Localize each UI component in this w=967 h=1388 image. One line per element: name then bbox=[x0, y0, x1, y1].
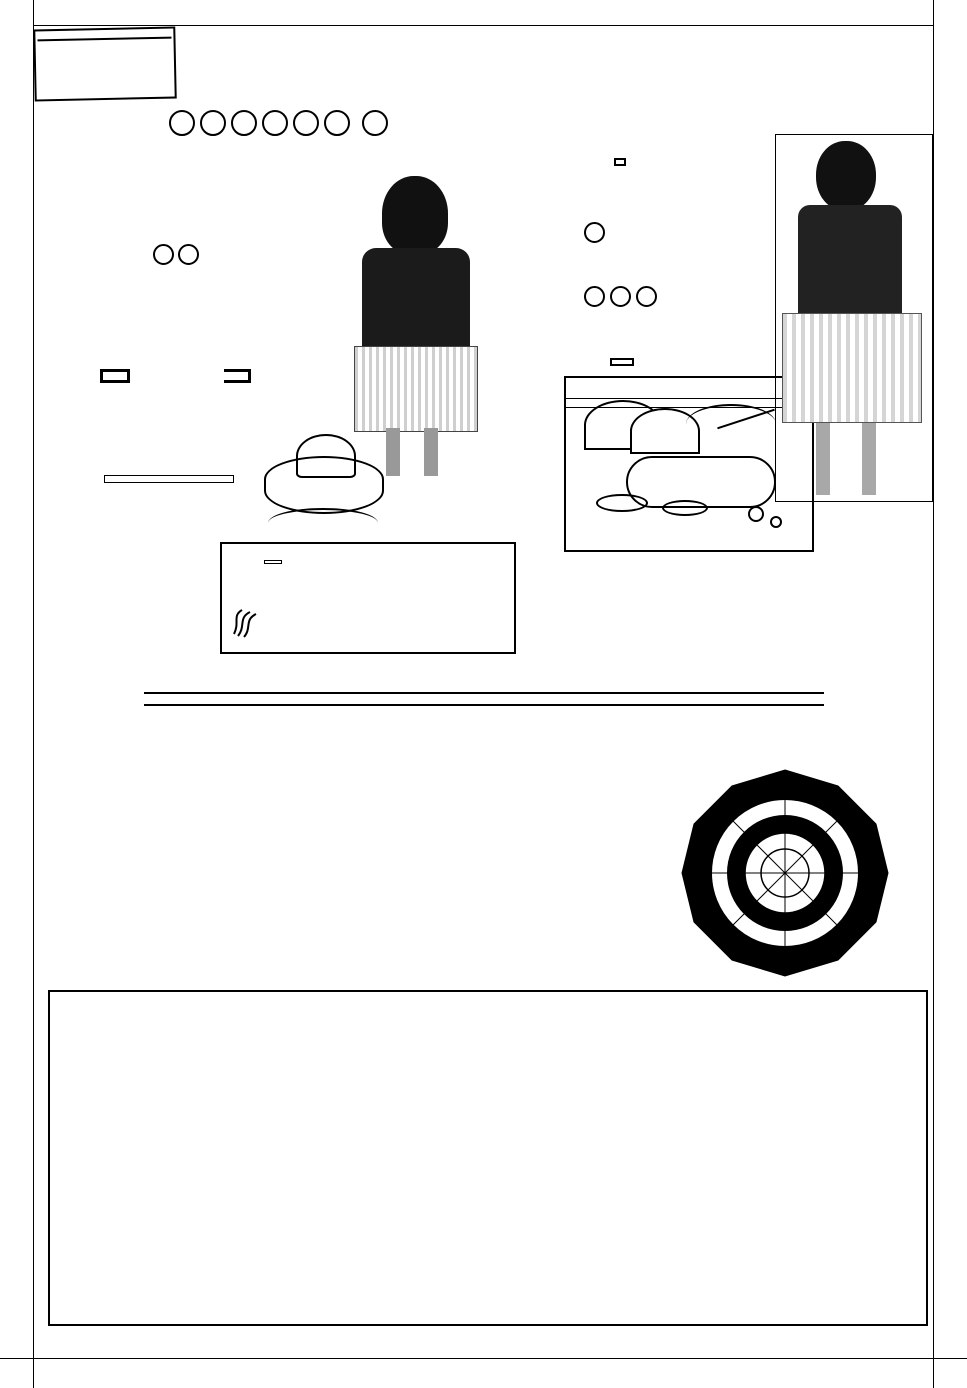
secret-mima-value bbox=[264, 560, 282, 564]
prediction-special-ball bbox=[362, 110, 388, 136]
left-column bbox=[34, 221, 334, 265]
right-decorative-band bbox=[933, 0, 967, 1388]
model-photo-right bbox=[775, 134, 933, 502]
seal-scribble-icon bbox=[230, 604, 260, 640]
secret-map-box bbox=[220, 542, 516, 654]
top-decorative-band bbox=[0, 0, 967, 26]
telegram-box bbox=[610, 358, 634, 366]
lucky-row bbox=[584, 222, 614, 243]
odd-number-box bbox=[224, 369, 251, 383]
bottom-decorative-band bbox=[0, 1358, 967, 1388]
prediction-ball bbox=[262, 110, 288, 136]
special-provide-row bbox=[584, 286, 657, 307]
zodiac-trend-rows bbox=[184, 902, 654, 918]
zodiac-wheel-labels bbox=[678, 766, 893, 981]
big-number-box bbox=[100, 369, 130, 383]
prediction-ball bbox=[200, 110, 226, 136]
lucky-ball bbox=[584, 222, 605, 243]
left-decorative-band bbox=[0, 0, 34, 1388]
stamp-line-2 bbox=[37, 33, 171, 36]
section-banner bbox=[134, 674, 834, 722]
prediction-ball bbox=[169, 110, 195, 136]
zodiac-wheel bbox=[678, 766, 893, 981]
stamp-line-1 bbox=[37, 33, 171, 36]
prediction-ball bbox=[231, 110, 257, 136]
gift-poem bbox=[614, 158, 626, 166]
prediction-ball bbox=[324, 110, 350, 136]
prediction-ball bbox=[293, 110, 319, 136]
tegong-circle bbox=[153, 244, 174, 265]
special-provide-ball bbox=[610, 286, 631, 307]
dragon-illustration bbox=[244, 426, 414, 556]
tegong-circle bbox=[178, 244, 199, 265]
special-provide-ball bbox=[584, 286, 605, 307]
number-data-rows bbox=[48, 1250, 928, 1306]
special-number-note bbox=[104, 475, 234, 483]
stamp-subtext bbox=[37, 37, 171, 42]
prediction-row bbox=[164, 106, 804, 140]
tegong-row bbox=[130, 243, 334, 265]
secret-mima-row bbox=[264, 550, 282, 568]
page-content bbox=[34, 26, 933, 1358]
guarantee-stamp bbox=[33, 27, 176, 102]
special-provide-ball bbox=[636, 286, 657, 307]
mima-row bbox=[130, 221, 334, 243]
